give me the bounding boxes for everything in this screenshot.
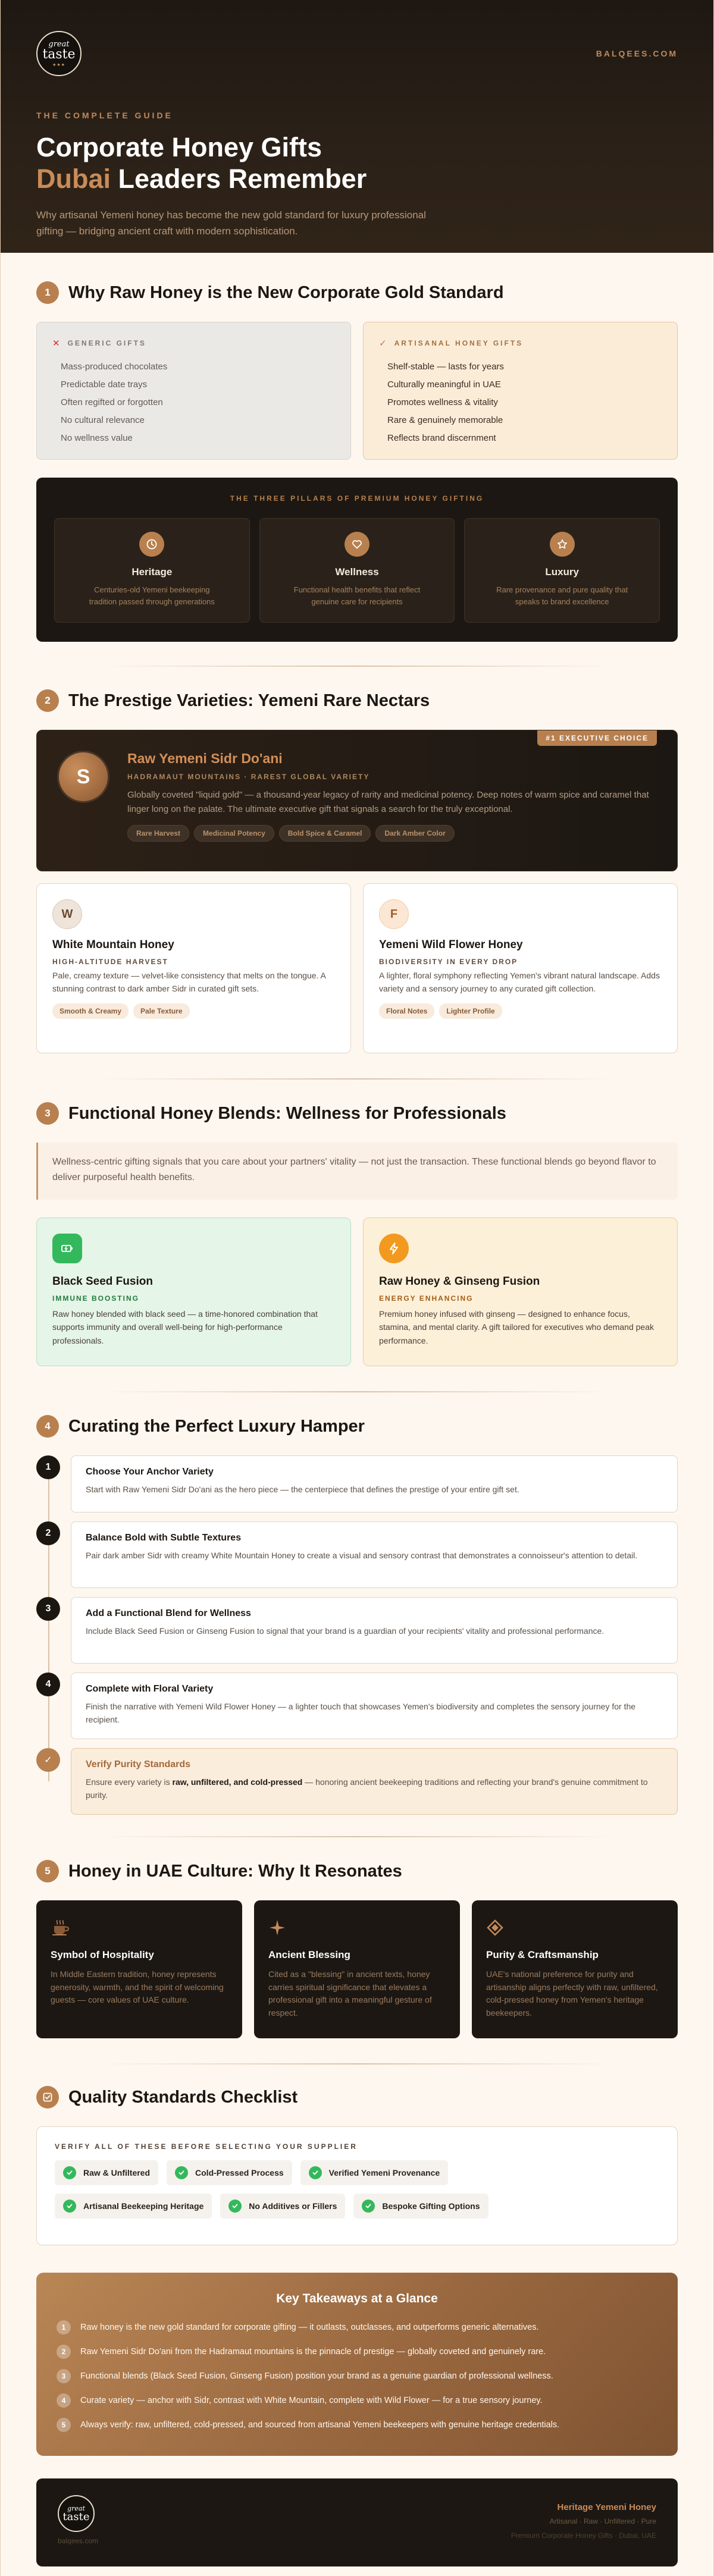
panel-label: ARTISANAL HONEY GIFTS xyxy=(394,339,524,347)
blend-desc: Raw honey blended with black seed — a time-honored combination that supports immunity and overall well-being for high-performance professionals. xyxy=(52,1309,318,1345)
step-desc: Start with Raw Yemeni Sidr Do'ani as the hero piece — the centerpiece that defines the prestige of your entire gift set. xyxy=(86,1485,519,1494)
footer-site-link[interactable]: balqees.com xyxy=(58,2537,99,2545)
checklist-item-label: Verified Yemeni Provenance xyxy=(328,2168,440,2177)
section-title: The Prestige Varieties: Yemeni Rare Nectars xyxy=(68,691,430,710)
generic-gifts-panel xyxy=(36,322,351,460)
step-item xyxy=(36,1455,678,1513)
logo-small-text: great xyxy=(67,2504,85,2512)
step-number: 3 xyxy=(36,1597,60,1621)
hero-eyebrow: THE COMPLETE GUIDE xyxy=(36,111,173,120)
blend-name: Black Seed Fusion xyxy=(52,1275,153,1288)
variety-subtitle: HIGH-ALTITUDE HARVEST xyxy=(52,958,168,966)
pillar-heritage xyxy=(54,518,250,623)
blend-subtitle: IMMUNE BOOSTING xyxy=(52,1294,139,1303)
pillar-luxury xyxy=(464,518,660,623)
culture-desc: UAE's national preference for purity and artisanship aligns perfectly with raw, unfiltered, cold-pressed honey from Yemen's heritage beekeepers. xyxy=(486,1969,658,2018)
takeaway-number: 1 xyxy=(57,2320,71,2335)
step-number: 2 xyxy=(36,1521,60,1545)
section-gold-standard xyxy=(1,253,713,642)
clock-icon xyxy=(139,532,164,557)
variety-tag: Bold Spice & Caramel xyxy=(279,825,371,842)
list-item: Reflects brand discernment xyxy=(387,433,496,443)
step-number: 4 xyxy=(36,1673,60,1696)
step-card xyxy=(71,1673,678,1739)
culture-card-purity xyxy=(472,1900,678,2038)
variety-avatar: W xyxy=(52,899,82,929)
wellness-callout: Wellness-centric gifting signals that you care about your partners' vitality — not just the transaction. These functional blends go beyond flavor to deliver purposeful health benefits. xyxy=(36,1143,678,1200)
section-quality-checklist xyxy=(1,2064,713,2566)
culture-name: Symbol of Hospitality xyxy=(51,1949,154,1960)
variety-avatar: F xyxy=(379,899,409,929)
step-card xyxy=(71,1521,678,1588)
takeaway-text: Functional blends (Black Seed Fusion, Ginseng Fusion) position your brand as a genuine guardian of professional wellness. xyxy=(80,2371,553,2381)
check-icon xyxy=(63,2166,76,2179)
section-title: Why Raw Honey is the New Corporate Gold Standard xyxy=(68,283,504,302)
step-title: Choose Your Anchor Variety xyxy=(86,1467,214,1477)
checklist-heading: VERIFY ALL OF THESE BEFORE SELECTING YOUR SUPPLIER xyxy=(55,2142,358,2151)
section-prestige-varieties xyxy=(1,667,713,1053)
variety-tag: Smooth & Creamy xyxy=(52,1003,129,1019)
panel-label: GENERIC GIFTS xyxy=(67,339,146,347)
variety-tag: Pale Texture xyxy=(133,1003,189,1019)
checklist-item-label: Bespoke Gifting Options xyxy=(382,2201,480,2211)
step-item xyxy=(36,1521,678,1588)
step-desc-part: Ensure every variety is xyxy=(86,1777,173,1787)
step-desc-part: — honoring ancient beekeeping traditions and reflecting your brand's genuine commitment to purity. xyxy=(86,1777,648,1800)
x-icon: ✕ xyxy=(52,338,62,349)
star-icon xyxy=(550,532,575,557)
takeaway-text: Always verify: raw, unfiltered, cold-pressed, and sourced from artisanal Yemeni beekeepers with genuine heritage credentials. xyxy=(80,2420,560,2430)
culture-name: Purity & Craftsmanship xyxy=(486,1949,599,1960)
list-item: Culturally meaningful in UAE xyxy=(387,379,501,390)
pillar-desc: Centuries-old Yemeni beekeeping tradition passed through generations xyxy=(89,585,215,606)
hero-title-accent: Dubai xyxy=(36,163,111,194)
culture-card-blessing xyxy=(254,1900,460,2038)
step-title: Verify Purity Standards xyxy=(86,1759,191,1769)
variety-region: HADRAMAUT MOUNTAINS · RAREST GLOBAL VARIETY xyxy=(127,773,370,781)
blend-name: Raw Honey & Ginseng Fusion xyxy=(379,1275,540,1288)
takeaways-title: Key Takeaways at a Glance xyxy=(276,2292,438,2305)
heart-icon xyxy=(345,532,369,557)
variety-tag: Dark Amber Color xyxy=(375,825,454,842)
great-taste-logo[interactable] xyxy=(36,31,82,76)
takeaway-number: 3 xyxy=(57,2369,71,2383)
footer-tags: Artisanal · Raw · Unfiltered · Pure xyxy=(549,2517,656,2525)
list-item: Promotes wellness & vitality xyxy=(387,397,498,407)
check-icon xyxy=(228,2200,242,2213)
site-link[interactable]: BALQEES.COM xyxy=(596,49,678,58)
takeaway-item xyxy=(57,2393,657,2408)
step-item xyxy=(36,1597,678,1664)
takeaway-item xyxy=(57,2418,657,2432)
step-item-final xyxy=(36,1748,678,1815)
step-desc: Include Black Seed Fusion or Ginseng Fusion to signal that your brand is a guardian of your recipients' vitality and professional performance. xyxy=(86,1626,605,1636)
step-desc xyxy=(86,1776,663,1802)
variety-name: White Mountain Honey xyxy=(52,939,174,951)
list-item: Predictable date trays xyxy=(61,379,148,390)
pillar-name: Wellness xyxy=(335,566,379,578)
executive-choice-card[interactable] xyxy=(36,730,678,871)
variety-title: Raw Yemeni Sidr Do'ani xyxy=(127,751,283,766)
quality-checklist xyxy=(36,2126,678,2245)
checklist-item-label: No Additives or Fillers xyxy=(249,2201,337,2211)
takeaway-item xyxy=(57,2345,657,2359)
step-desc: Pair dark amber Sidr with creamy White Mountain Honey to create a visual and sensory contrast that demonstrates a connoisseur's attention to detail. xyxy=(86,1551,638,1560)
footer-caption: Premium Corporate Honey Gifts · Dubai, UAE xyxy=(511,2531,656,2540)
list-item: Mass-produced chocolates xyxy=(61,362,168,372)
list-item: Often regifted or forgotten xyxy=(61,397,163,407)
section-title: Honey in UAE Culture: Why It Resonates xyxy=(68,1861,402,1881)
section-title: Functional Honey Blends: Wellness for Professionals xyxy=(68,1103,506,1123)
step-card xyxy=(71,1597,678,1664)
variety-tag: Medicinal Potency xyxy=(194,825,274,842)
logo-small-text: great xyxy=(48,39,70,49)
takeaway-number: 4 xyxy=(57,2393,71,2408)
check-icon xyxy=(309,2166,322,2179)
variety-card-white-mountain[interactable] xyxy=(36,883,351,1053)
logo-stars: ★★★ xyxy=(52,62,65,67)
check-icon xyxy=(63,2200,76,2213)
variety-tag: Rare Harvest xyxy=(127,825,189,842)
blend-desc: Premium honey infused with ginseng — designed to enhance focus, stamina, and mental clarity. A gift tailored for executives who demand peak performance. xyxy=(379,1309,654,1345)
step-desc-bold: raw, unfiltered, and cold-pressed xyxy=(172,1777,303,1787)
takeaway-text: Raw honey is the new gold standard for corporate gifting — it outlasts, outclasses, and outperforms generic alternatives. xyxy=(80,2323,539,2332)
section-functional-blends xyxy=(1,1080,713,1366)
lightning-icon xyxy=(379,1234,409,1263)
culture-name: Ancient Blessing xyxy=(268,1949,350,1960)
checklist-item-label: Raw & Unfiltered xyxy=(83,2168,151,2177)
section-number: 4 xyxy=(36,1415,59,1438)
culture-desc: Cited as a "blessing" in ancient texts, honey carries spiritual significance that elevates a professional gift into a meaningful gesture of respect. xyxy=(268,1969,432,2018)
pillar-desc: Rare provenance and pure quality that speaks to brand excellence xyxy=(496,585,628,606)
variety-tag: Lighter Profile xyxy=(439,1003,502,1019)
hero-title-line1: Corporate Honey Gifts xyxy=(36,132,322,162)
battery-icon xyxy=(52,1234,82,1263)
blend-card-ginseng[interactable] xyxy=(363,1218,678,1366)
list-item: No cultural relevance xyxy=(61,415,145,425)
section-uae-culture xyxy=(1,1837,713,2038)
section-luxury-hamper xyxy=(1,1392,713,1815)
checklist-item xyxy=(300,2160,449,2185)
culture-desc: In Middle Eastern tradition, honey represents generosity, warmth, and the spirit of welcoming guests — core values of UAE culture. xyxy=(51,1969,224,2005)
check-icon xyxy=(362,2200,375,2213)
pillars-title: THE THREE PILLARS OF PREMIUM HONEY GIFTING xyxy=(230,494,484,503)
variety-subtitle: BIODIVERSITY IN EVERY DROP xyxy=(379,958,518,966)
hero-subtitle: Why artisanal Yemeni honey has become the new gold standard for luxury professional gifting — bridging ancient craft with modern sophistication. xyxy=(36,209,426,237)
variety-desc: Globally coveted "liquid gold" — a thousand-year legacy of rarity and medicinal potency. Deep notes of warm spice and caramel that linger long on the palate. The ultimate executive gift that signals a search for the truly exceptional. xyxy=(127,790,649,814)
step-title: Complete with Floral Variety xyxy=(86,1684,214,1694)
section-number: 1 xyxy=(36,281,59,304)
list-item: Shelf-stable — lasts for years xyxy=(387,362,504,372)
section-number: 5 xyxy=(36,1860,59,1882)
section-title: Quality Standards Checklist xyxy=(68,2087,298,2107)
variety-card-wild-flower[interactable] xyxy=(363,883,678,1053)
section-title: Curating the Perfect Luxury Hamper xyxy=(68,1416,365,1436)
pillar-name: Luxury xyxy=(545,566,580,578)
takeaway-number: 5 xyxy=(57,2418,71,2432)
logo-big-text: taste xyxy=(62,2510,90,2523)
diamond-icon xyxy=(486,1917,663,1938)
section-number: 3 xyxy=(36,1102,59,1125)
variety-tag: Floral Notes xyxy=(379,1003,434,1019)
checklist-item-label: Artisanal Beekeeping Heritage xyxy=(83,2201,204,2211)
takeaway-number: 2 xyxy=(57,2345,71,2359)
footer-logo[interactable] xyxy=(58,2495,95,2532)
blend-card-black-seed[interactable] xyxy=(36,1218,351,1366)
hamper-steps xyxy=(36,1455,678,1815)
step-card-final xyxy=(71,1748,678,1815)
artisanal-gifts-panel xyxy=(363,322,678,460)
blend-subtitle: ENERGY ENHANCING xyxy=(379,1294,474,1303)
variety-name: Yemeni Wild Flower Honey xyxy=(379,939,523,951)
pillar-desc: Functional health benefits that reflect genuine care for recipients xyxy=(293,585,421,606)
step-card xyxy=(71,1455,678,1513)
key-takeaways xyxy=(36,2273,678,2456)
checklist-item xyxy=(220,2194,345,2219)
step-title: Add a Functional Blend for Wellness xyxy=(86,1608,251,1618)
list-item: Rare & genuinely memorable xyxy=(387,415,503,425)
step-title: Balance Bold with Subtle Textures xyxy=(86,1533,242,1543)
checklist-item xyxy=(55,2194,212,2219)
check-icon: ✓ xyxy=(379,338,389,349)
pillar-wellness xyxy=(259,518,455,623)
hero xyxy=(1,0,713,253)
executive-choice-badge: #1 EXECUTIVE CHOICE xyxy=(537,730,657,746)
checklist-item xyxy=(55,2160,158,2185)
variety-avatar: S xyxy=(57,751,109,803)
hero-title-line2: Leaders Remember xyxy=(111,163,367,194)
check-icon: ✓ xyxy=(36,1748,60,1772)
section-number: 2 xyxy=(36,689,59,712)
pillar-name: Heritage xyxy=(131,566,173,578)
footer-brand: Heritage Yemeni Honey xyxy=(557,2502,656,2512)
checklist-item xyxy=(167,2160,292,2185)
logo-big-text: taste xyxy=(42,46,76,62)
check-icon xyxy=(175,2166,188,2179)
takeaway-text: Raw Yemeni Sidr Do'ani from the Hadramaut mountains is the pinnacle of prestige — globally coveted and genuinely rare. xyxy=(80,2347,546,2357)
footer xyxy=(36,2478,678,2566)
takeaway-item xyxy=(57,2369,657,2383)
takeaway-item xyxy=(57,2320,657,2335)
three-pillars-panel xyxy=(36,478,678,642)
step-desc: Finish the narrative with Yemeni Wild Flower Honey — a lighter touch that showcases Yemen's biodiversity and completes the sensory journey for the recipient. xyxy=(86,1702,636,1724)
list-item: No wellness value xyxy=(61,433,133,443)
step-number: 1 xyxy=(36,1455,60,1479)
takeaway-text: Curate variety — anchor with Sidr, contrast with White Mountain, complete with Wild Flower — for a true sensory journey. xyxy=(80,2396,543,2405)
variety-desc: A lighter, floral symphony reflecting Yemen's vibrant natural landscape. Adds variety and a sensory journey to any curated gift collection. xyxy=(379,971,660,993)
checklist-item-label: Cold-Pressed Process xyxy=(195,2168,284,2177)
hero-title xyxy=(36,132,678,194)
checklist-icon xyxy=(36,2086,59,2109)
sparkle-icon xyxy=(268,1917,446,1938)
variety-desc: Pale, creamy texture — velvet-like consistency that melts on the tongue. A stunning contrast to dark amber Sidr in curated gift sets. xyxy=(52,971,326,993)
checklist-item xyxy=(353,2194,488,2219)
culture-card-hospitality xyxy=(36,1900,242,2038)
step-item xyxy=(36,1673,678,1739)
coffee-cup-icon xyxy=(51,1917,228,1938)
